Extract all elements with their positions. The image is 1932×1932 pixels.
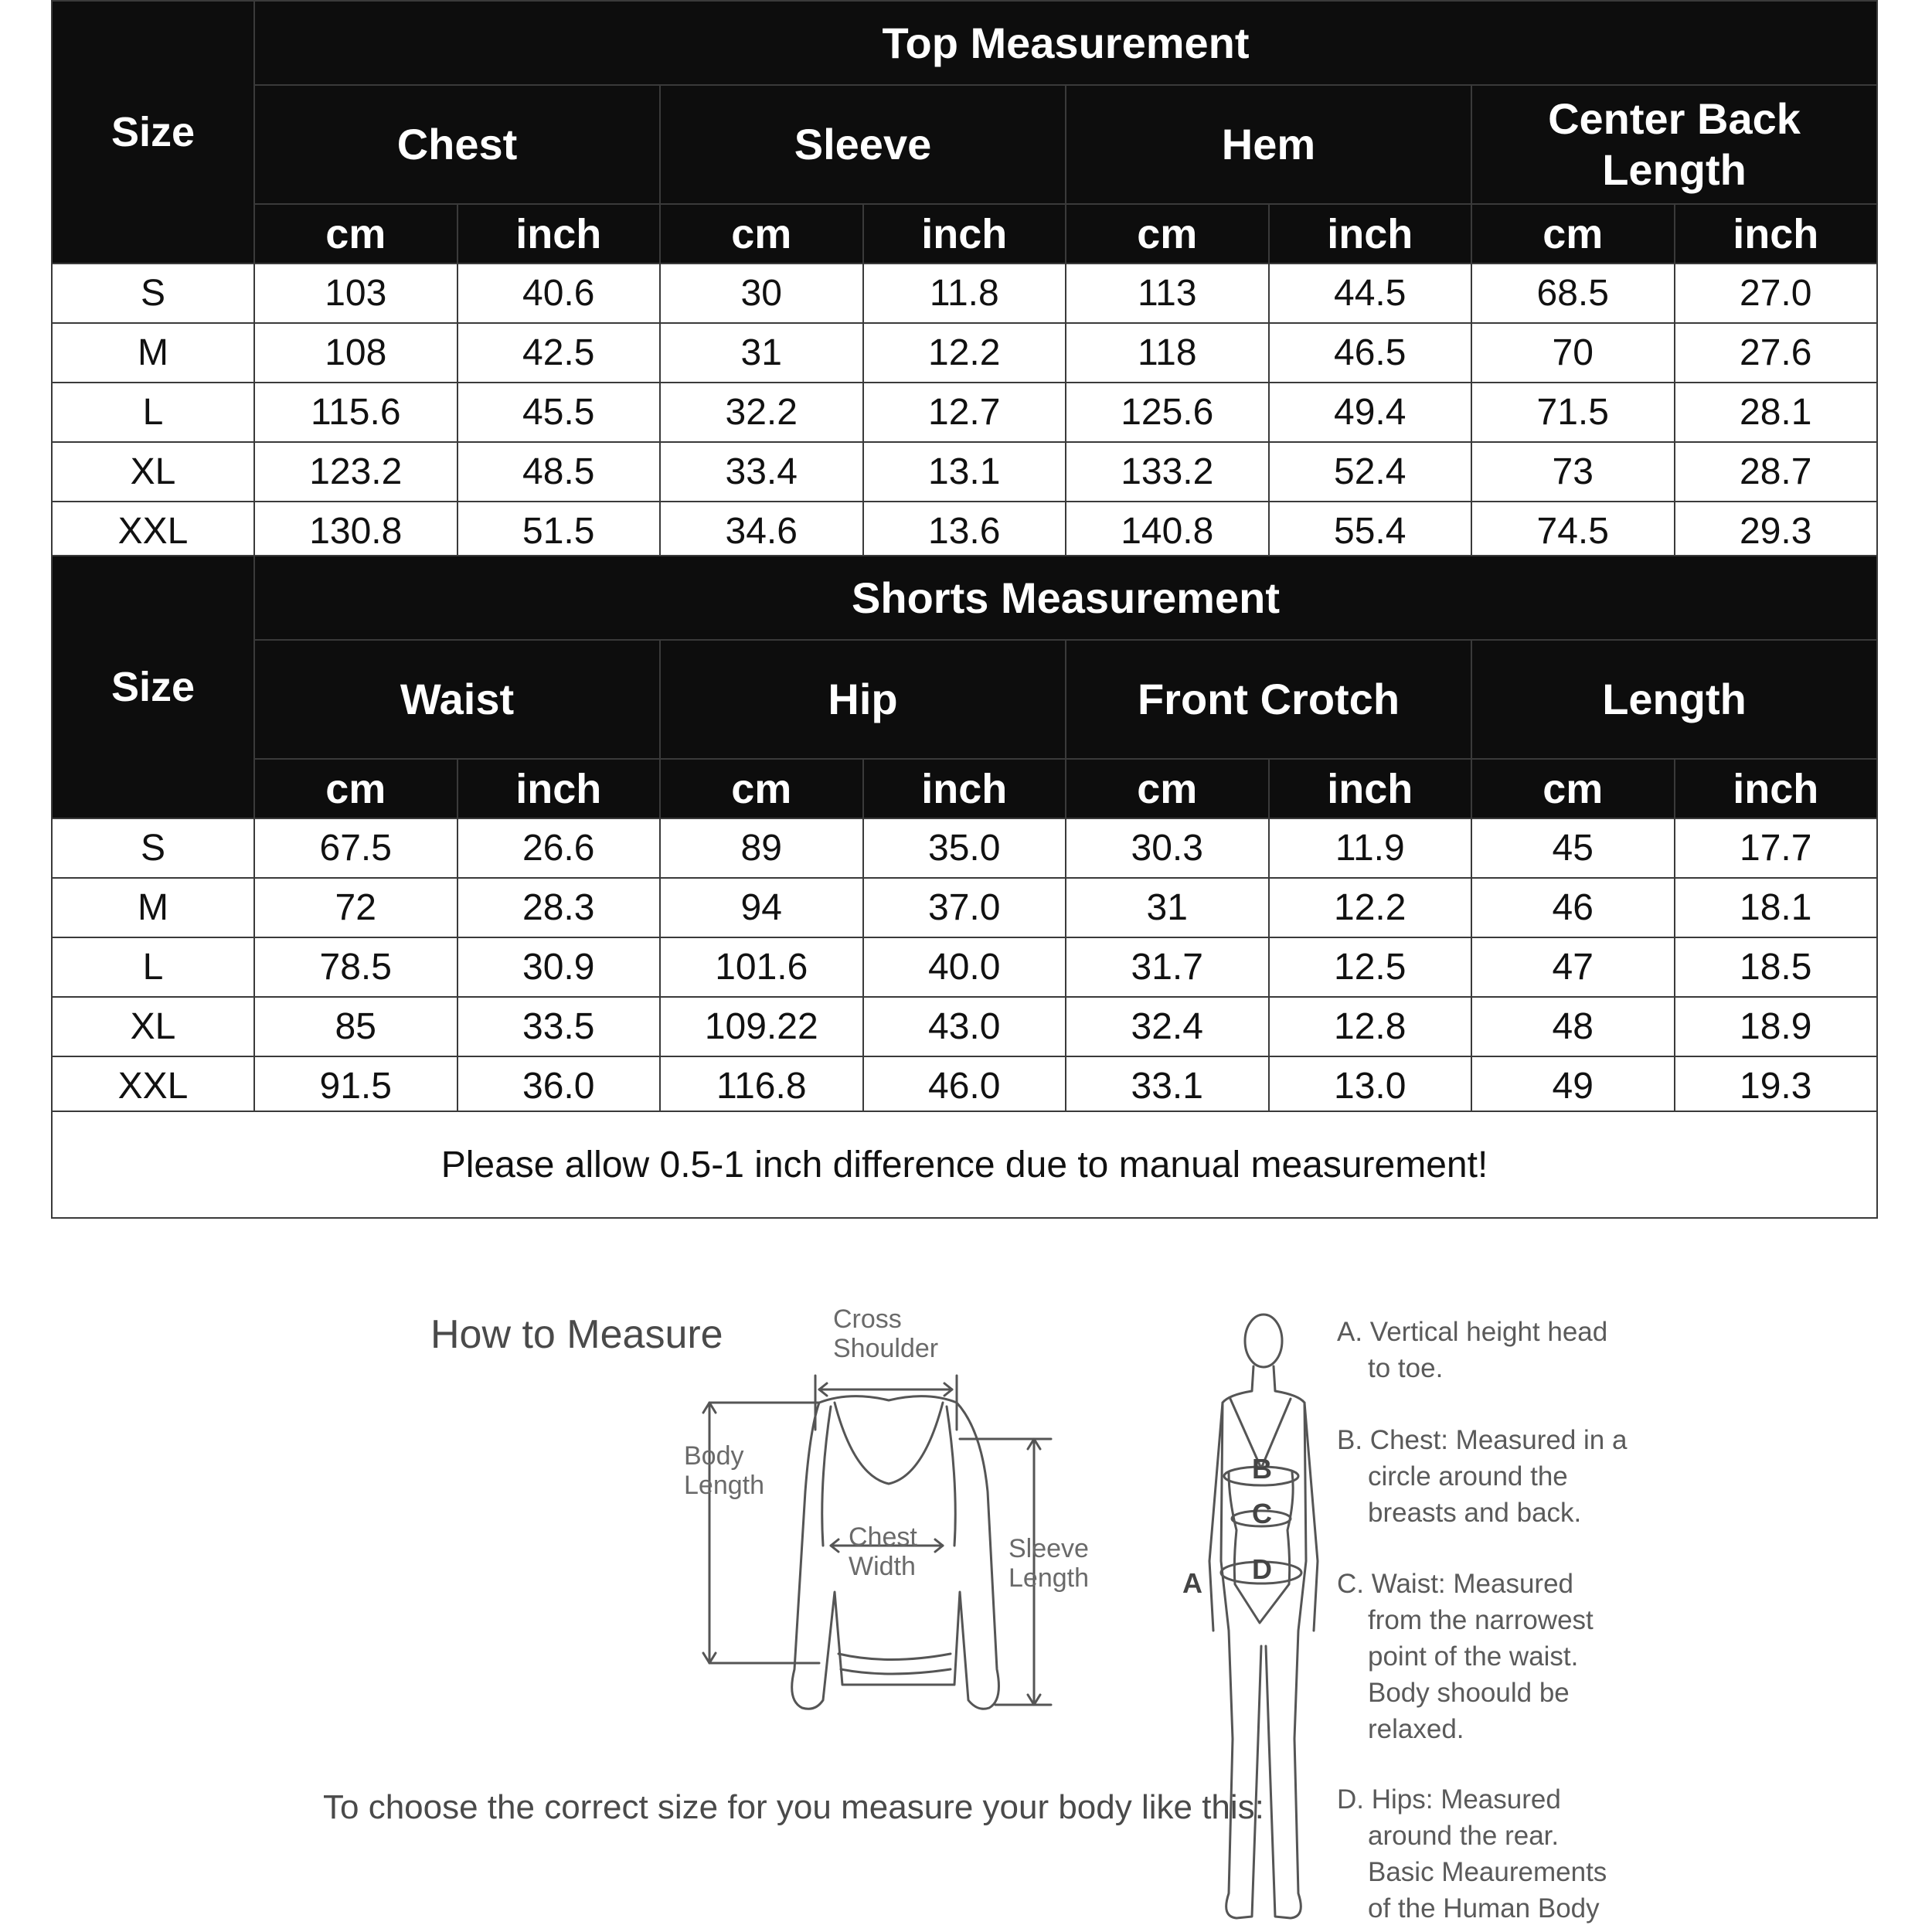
- unit-header: inch: [863, 759, 1066, 818]
- measurement-cell: 12.8: [1269, 997, 1472, 1056]
- body-letter-d: D: [1252, 1553, 1272, 1585]
- size-cell: XXL: [52, 502, 254, 561]
- measurement-cell: 48: [1471, 997, 1675, 1056]
- measurement-cell: 109.22: [660, 997, 863, 1056]
- measurement-cell: 44.5: [1269, 264, 1472, 323]
- body-letter-a: A: [1182, 1567, 1202, 1599]
- measurement-cell: 55.4: [1269, 502, 1472, 561]
- measurement-cell: 125.6: [1066, 383, 1269, 442]
- measurement-cell: 52.4: [1269, 442, 1472, 502]
- measurement-cell: 36.0: [457, 1056, 661, 1116]
- size-cell: XL: [52, 442, 254, 502]
- measurement-cell: 30: [660, 264, 863, 323]
- table-title: Shorts Measurement: [254, 556, 1877, 640]
- measurement-cell: 89: [660, 818, 863, 878]
- measurement-cell: 29.3: [1675, 502, 1878, 561]
- measurement-cell: 13.1: [863, 442, 1066, 502]
- how-to-measure-title: How to Measure: [430, 1312, 723, 1357]
- table-row: [52, 818, 1877, 878]
- unit-header: inch: [457, 759, 661, 818]
- chest-width-label: Chest Width: [849, 1522, 917, 1581]
- measurement-cell: 33.5: [457, 997, 661, 1056]
- measurement-cell: 37.0: [863, 878, 1066, 937]
- measurement-cell: 85: [254, 997, 457, 1056]
- table-body: [52, 264, 1877, 561]
- size-cell: S: [52, 264, 254, 323]
- sleeve-length-label: Sleeve Length: [1009, 1534, 1089, 1593]
- category-header: Center Back Length: [1471, 85, 1877, 204]
- table-title: Top Measurement: [254, 1, 1877, 85]
- measurement-cell: 34.6: [660, 502, 863, 561]
- measurement-cell: 108: [254, 323, 457, 383]
- measurement-cell: 133.2: [1066, 442, 1269, 502]
- size-header: Size: [52, 556, 254, 818]
- unit-header: inch: [1675, 204, 1878, 264]
- unit-header: inch: [1675, 759, 1878, 818]
- measurement-cell: 46.5: [1269, 323, 1472, 383]
- shorts-measurement-table: [51, 555, 1878, 1117]
- measurement-cell: 33.1: [1066, 1056, 1269, 1116]
- size-cell: XXL: [52, 1056, 254, 1116]
- measurement-cell: 18.9: [1675, 997, 1878, 1056]
- measurement-cell: 17.7: [1675, 818, 1878, 878]
- unit-header: cm: [660, 204, 863, 264]
- size-cell: S: [52, 818, 254, 878]
- measurement-cell: 116.8: [660, 1056, 863, 1116]
- measurement-cell: 43.0: [863, 997, 1066, 1056]
- measure-instruction: To choose the correct size for you measure your body like this:: [323, 1788, 1264, 1826]
- measurement-cell: 19.3: [1675, 1056, 1878, 1116]
- measurement-cell: 27.6: [1675, 323, 1878, 383]
- measurement-cell: 51.5: [457, 502, 661, 561]
- measurement-cell: 45: [1471, 818, 1675, 878]
- unit-header: cm: [254, 759, 457, 818]
- table-row: [52, 878, 1877, 937]
- measurement-cell: 73: [1471, 442, 1675, 502]
- measurement-cell: 72: [254, 878, 457, 937]
- table-row: [52, 264, 1877, 323]
- measurement-cell: 118: [1066, 323, 1269, 383]
- measurement-cell: 49: [1471, 1056, 1675, 1116]
- category-header: Chest: [254, 85, 660, 204]
- measurement-cell: 28.1: [1675, 383, 1878, 442]
- category-header: Sleeve: [660, 85, 1066, 204]
- unit-header: cm: [1066, 204, 1269, 264]
- size-cell: M: [52, 878, 254, 937]
- unit-header: cm: [1471, 759, 1675, 818]
- legend-item-d: D. Hips: Measured around the rear. Basic Meaurements of the Human Body: [1337, 1784, 1607, 1923]
- size-cell: XL: [52, 997, 254, 1056]
- measurement-cell: 103: [254, 264, 457, 323]
- measurement-cell: 26.6: [457, 818, 661, 878]
- unit-header: inch: [457, 204, 661, 264]
- category-header: Hem: [1066, 85, 1471, 204]
- legend-item-b: B. Chest: Measured in a circle around the breasts and back.: [1337, 1425, 1628, 1528]
- category-header: Waist: [254, 640, 660, 759]
- measurement-cell: 123.2: [254, 442, 457, 502]
- measurement-cell: 101.6: [660, 937, 863, 997]
- measurement-cell: 46.0: [863, 1056, 1066, 1116]
- measurement-cell: 33.4: [660, 442, 863, 502]
- table-row: [52, 502, 1877, 561]
- category-header: Length: [1471, 640, 1877, 759]
- measurement-cell: 94: [660, 878, 863, 937]
- top-measurement-table: [51, 0, 1878, 562]
- measurement-cell: 28.3: [457, 878, 661, 937]
- measurement-cell: 49.4: [1269, 383, 1472, 442]
- body-letter-c: C: [1252, 1498, 1272, 1529]
- measurement-cell: 12.5: [1269, 937, 1472, 997]
- unit-header: cm: [660, 759, 863, 818]
- measurement-cell: 31: [1066, 878, 1269, 937]
- table-row: [52, 383, 1877, 442]
- measurement-cell: 13.0: [1269, 1056, 1472, 1116]
- body-length-label: Body Length: [684, 1441, 764, 1500]
- measurement-cell: 46: [1471, 878, 1675, 937]
- cross-shoulder-label: Cross Shoulder: [833, 1304, 939, 1363]
- body-letter-b: B: [1252, 1453, 1272, 1485]
- measurement-cell: 11.8: [863, 264, 1066, 323]
- table-row: [52, 323, 1877, 383]
- measurement-cell: 32.2: [660, 383, 863, 442]
- measurement-cell: 70: [1471, 323, 1675, 383]
- measurement-cell: 140.8: [1066, 502, 1269, 561]
- measurement-cell: 91.5: [254, 1056, 457, 1116]
- size-cell: M: [52, 323, 254, 383]
- unit-header: cm: [254, 204, 457, 264]
- measurement-cell: 78.5: [254, 937, 457, 997]
- unit-header: cm: [1066, 759, 1269, 818]
- measurement-cell: 18.1: [1675, 878, 1878, 937]
- measurement-cell: 40.6: [457, 264, 661, 323]
- table-row: [52, 997, 1877, 1056]
- measurement-cell: 68.5: [1471, 264, 1675, 323]
- measurement-cell: 42.5: [457, 323, 661, 383]
- legend-item-a: A. Vertical height head to toe.: [1337, 1317, 1608, 1383]
- category-header: Front Crotch: [1066, 640, 1471, 759]
- measurement-cell: 45.5: [457, 383, 661, 442]
- legend-item-c: C. Waist: Measured from the narrowest point of the waist. Body shoould be relaxed.: [1337, 1569, 1594, 1744]
- measurement-cell: 30.9: [457, 937, 661, 997]
- unit-header: inch: [1269, 204, 1472, 264]
- measurement-cell: 32.4: [1066, 997, 1269, 1056]
- measurement-cell: 48.5: [457, 442, 661, 502]
- measurement-cell: 31.7: [1066, 937, 1269, 997]
- measurement-cell: 115.6: [254, 383, 457, 442]
- measurement-cell: 47: [1471, 937, 1675, 997]
- measurement-cell: 31: [660, 323, 863, 383]
- unit-header: inch: [863, 204, 1066, 264]
- unit-header: cm: [1471, 204, 1675, 264]
- measurement-cell: 27.0: [1675, 264, 1878, 323]
- measurement-cell: 12.7: [863, 383, 1066, 442]
- category-header: Hip: [660, 640, 1066, 759]
- measurement-cell: 130.8: [254, 502, 457, 561]
- measurement-cell: 74.5: [1471, 502, 1675, 561]
- unit-header: inch: [1269, 759, 1472, 818]
- measurement-cell: 30.3: [1066, 818, 1269, 878]
- table-body: [52, 818, 1877, 1116]
- measurement-note: Please allow 0.5-1 inch difference due to manual measurement!: [51, 1111, 1878, 1219]
- size-cell: L: [52, 383, 254, 442]
- size-header: Size: [52, 1, 254, 264]
- measurement-cell: 18.5: [1675, 937, 1878, 997]
- measurement-cell: 67.5: [254, 818, 457, 878]
- measurement-cell: 28.7: [1675, 442, 1878, 502]
- measurement-cell: 13.6: [863, 502, 1066, 561]
- size-cell: L: [52, 937, 254, 997]
- human-body-figure-icon: [1175, 1306, 1329, 1924]
- measurement-cell: 40.0: [863, 937, 1066, 997]
- measurement-cell: 71.5: [1471, 383, 1675, 442]
- measurement-cell: 35.0: [863, 818, 1066, 878]
- table-row: [52, 442, 1877, 502]
- table-row: [52, 937, 1877, 997]
- measurement-cell: 113: [1066, 264, 1269, 323]
- measurement-cell: 11.9: [1269, 818, 1472, 878]
- measurement-cell: 12.2: [863, 323, 1066, 383]
- table-row: [52, 1056, 1877, 1116]
- measurement-cell: 12.2: [1269, 878, 1472, 937]
